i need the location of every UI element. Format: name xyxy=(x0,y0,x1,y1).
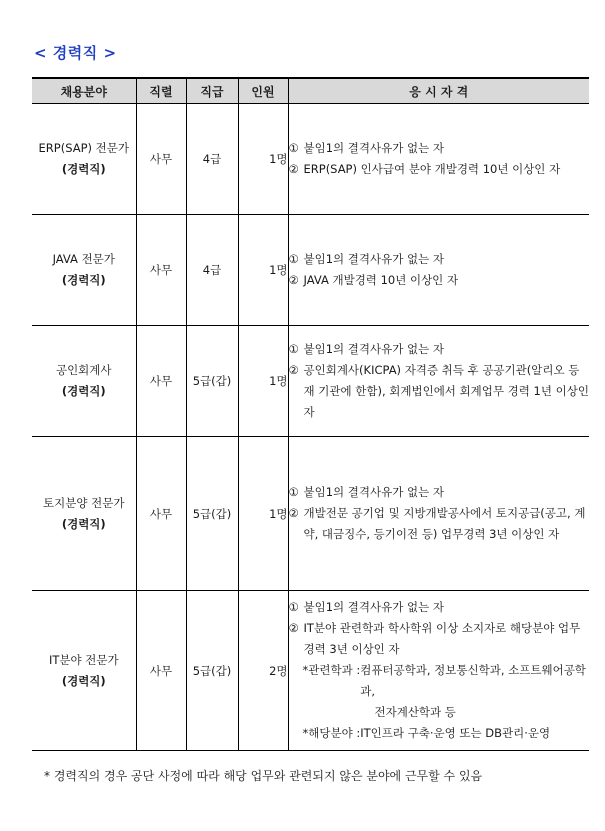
header-qualification: 응 시 자 격 xyxy=(288,78,589,104)
qualification-item xyxy=(289,339,590,360)
qualification-item xyxy=(289,597,590,618)
table-header-row xyxy=(32,78,589,104)
field-name: ERP(SAP) 전문가 xyxy=(38,141,129,155)
field-cell xyxy=(32,326,136,437)
note-label: *관련학과 : xyxy=(302,663,361,677)
item-number: ② xyxy=(288,363,299,377)
header-field: 채용분야 xyxy=(32,78,136,104)
career-label: (경력직) xyxy=(61,516,106,531)
field-cell xyxy=(32,104,136,215)
count-cell: 1명 xyxy=(238,326,288,437)
item-number: ② xyxy=(288,621,299,635)
career-label: (경력직) xyxy=(61,384,106,398)
grade-cell: 4급 xyxy=(186,215,238,326)
qualification-cell xyxy=(288,215,589,326)
item-text: 공인회계사(KICPA) 자격증 취득 후 공공기관(알리오 등재 기관에 한함), 회계법인에서 회계업무 경력 1년 이상인 자 xyxy=(303,363,589,419)
position-cell: 사무 xyxy=(136,591,186,751)
table-row xyxy=(32,591,589,751)
table-row xyxy=(32,215,589,326)
item-text: 붙임1의 결격사유가 없는 자 xyxy=(303,485,444,499)
item-number: ② xyxy=(288,162,299,176)
count-cell: 2명 xyxy=(238,591,288,751)
header-position: 직렬 xyxy=(136,78,186,104)
field-name: 토지분양 전문가 xyxy=(43,495,125,510)
count-cell: 1명 xyxy=(238,104,288,215)
count-cell: 1명 xyxy=(238,437,288,591)
item-number: ① xyxy=(288,485,299,499)
career-label: (경력직) xyxy=(61,273,106,287)
item-text: 붙임1의 결격사유가 없는 자 xyxy=(303,342,444,356)
qualification-item xyxy=(289,270,590,291)
qualification-item xyxy=(289,159,590,180)
item-number: ① xyxy=(288,342,299,356)
qualification-item xyxy=(289,482,590,503)
field-cell xyxy=(32,437,136,591)
item-text: ERP(SAP) 인사급여 분야 개발경력 10년 이상인 자 xyxy=(303,162,561,176)
qualification-item xyxy=(289,138,590,159)
position-cell: 사무 xyxy=(136,215,186,326)
grade-cell: 5급(갑) xyxy=(186,591,238,751)
qualification-item xyxy=(289,360,590,423)
note-text: 컴퓨터공학과, 정보통신학과, 소프트웨어공학과, xyxy=(360,663,586,698)
grade-cell: 5급(갑) xyxy=(186,437,238,591)
field-name: IT분야 전문가 xyxy=(48,652,119,667)
qualification-cell xyxy=(288,591,589,751)
field-name: JAVA 전문가 xyxy=(52,252,115,266)
qualification-item xyxy=(289,249,590,270)
grade-cell: 4급 xyxy=(186,104,238,215)
item-text: 붙임1의 결격사유가 없는 자 xyxy=(303,600,444,614)
note-continuation: 전자계산학과 등 xyxy=(374,705,456,719)
item-number: ① xyxy=(288,252,299,266)
position-cell: 사무 xyxy=(136,437,186,591)
qualification-cell xyxy=(288,437,589,591)
career-label: (경력직) xyxy=(61,162,106,176)
grade-cell: 5급(갑) xyxy=(186,326,238,437)
table-row xyxy=(32,104,589,215)
header-grade: 직급 xyxy=(186,78,238,104)
item-text: JAVA 개발경력 10년 이상인 자 xyxy=(303,273,459,287)
field-name: 공인회계사 xyxy=(55,363,112,377)
career-label: (경력직) xyxy=(61,673,106,688)
table-row xyxy=(32,437,589,591)
related-major-note xyxy=(289,660,590,702)
note-label: *해당분야 : xyxy=(302,726,361,740)
item-text: 붙임1의 결격사유가 없는 자 xyxy=(303,141,444,155)
related-field-note xyxy=(289,723,590,744)
item-text: IT분야 관련학과 학사학위 이상 소지자로 해당분야 업무 경력 3년 이상인 자 xyxy=(303,621,581,656)
section-title: < 경력직 > xyxy=(34,44,117,62)
item-text: 붙임1의 결격사유가 없는 자 xyxy=(303,252,444,266)
item-number: ① xyxy=(288,141,299,155)
item-number: ① xyxy=(288,600,299,614)
count-cell: 1명 xyxy=(238,215,288,326)
position-cell: 사무 xyxy=(136,326,186,437)
field-cell xyxy=(32,591,136,751)
item-number: ② xyxy=(288,506,299,520)
footnote: * 경력직의 경우 공단 사정에 따라 해당 업무와 관련되지 않은 분야에 근무할 수 있음 xyxy=(44,769,483,783)
item-number: ② xyxy=(288,273,299,287)
note-text: IT인프라 구축·운영 또는 DB관리·운영 xyxy=(360,726,551,740)
recruitment-table xyxy=(32,77,589,751)
qualification-item xyxy=(289,503,590,545)
position-cell: 사무 xyxy=(136,104,186,215)
header-count: 인원 xyxy=(238,78,288,104)
qualification-cell xyxy=(288,104,589,215)
field-cell xyxy=(32,215,136,326)
table-row xyxy=(32,326,589,437)
qualification-item xyxy=(289,618,590,660)
qualification-cell xyxy=(288,326,589,437)
item-text: 개발전문 공기업 및 지방개발공사에서 토지공급(공고, 계약, 대금징수, 등기이전 등) 업무경력 3년 이상인 자 xyxy=(303,506,586,541)
